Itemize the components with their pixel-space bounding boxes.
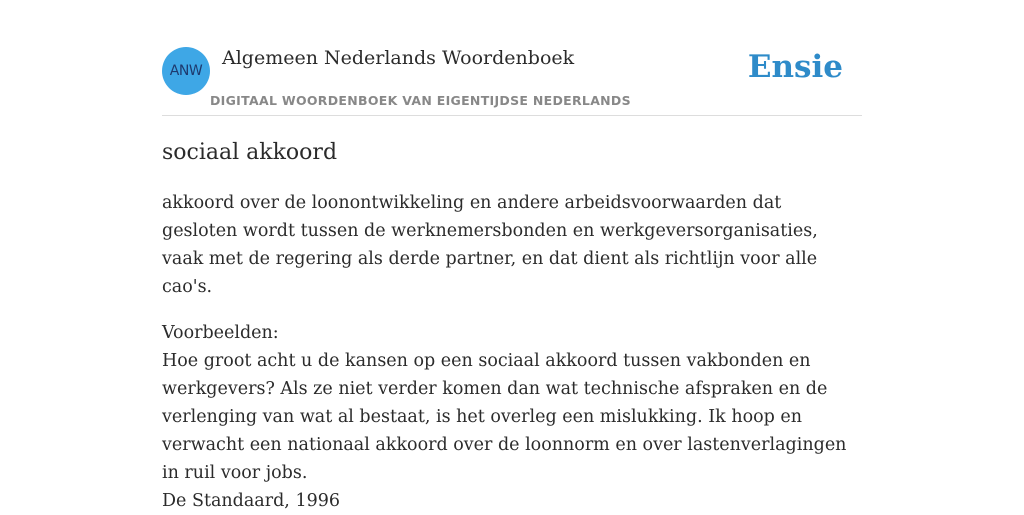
anw-logo[interactable] <box>162 47 210 95</box>
entry-term: sociaal akkoord <box>162 140 338 165</box>
example-source: De Standaard, 1996 <box>162 491 340 511</box>
entry-card <box>162 40 862 515</box>
examples-section <box>162 319 862 515</box>
examples-label: Voorbeelden: <box>162 323 279 343</box>
site-title: Algemeen Nederlands Woordenboek <box>222 47 575 69</box>
header <box>162 40 862 116</box>
entry-definition: akkoord over de loonontwikkeling en andere arbeidsvoorwaarden dat gesloten wordt tussen de werknemersbonden en werkgeversorganisaties, vaak met de regering als derde partner, en dat dient als richtlijn voor alle cao's. <box>162 193 818 297</box>
site-subtitle: DIGITAAL WOORDENBOEK VAN EIGENTIJDSE NEDERLANDS <box>210 93 631 108</box>
ensie-brand-link[interactable]: Ensie <box>747 49 843 85</box>
logo-text: ANW <box>169 63 203 79</box>
example-text: Hoe groot acht u de kansen op een sociaal akkoord tussen vakbonden en werkgevers? Als ze niet verder komen dan wat technische afspraken en de verlenging van wat al bestaat, is het overleg een mislukking. Ik hoop en verwacht een nationaal akkoord over de loonnorm en over lastenverlagingen in ruil voor jobs. <box>162 351 847 483</box>
